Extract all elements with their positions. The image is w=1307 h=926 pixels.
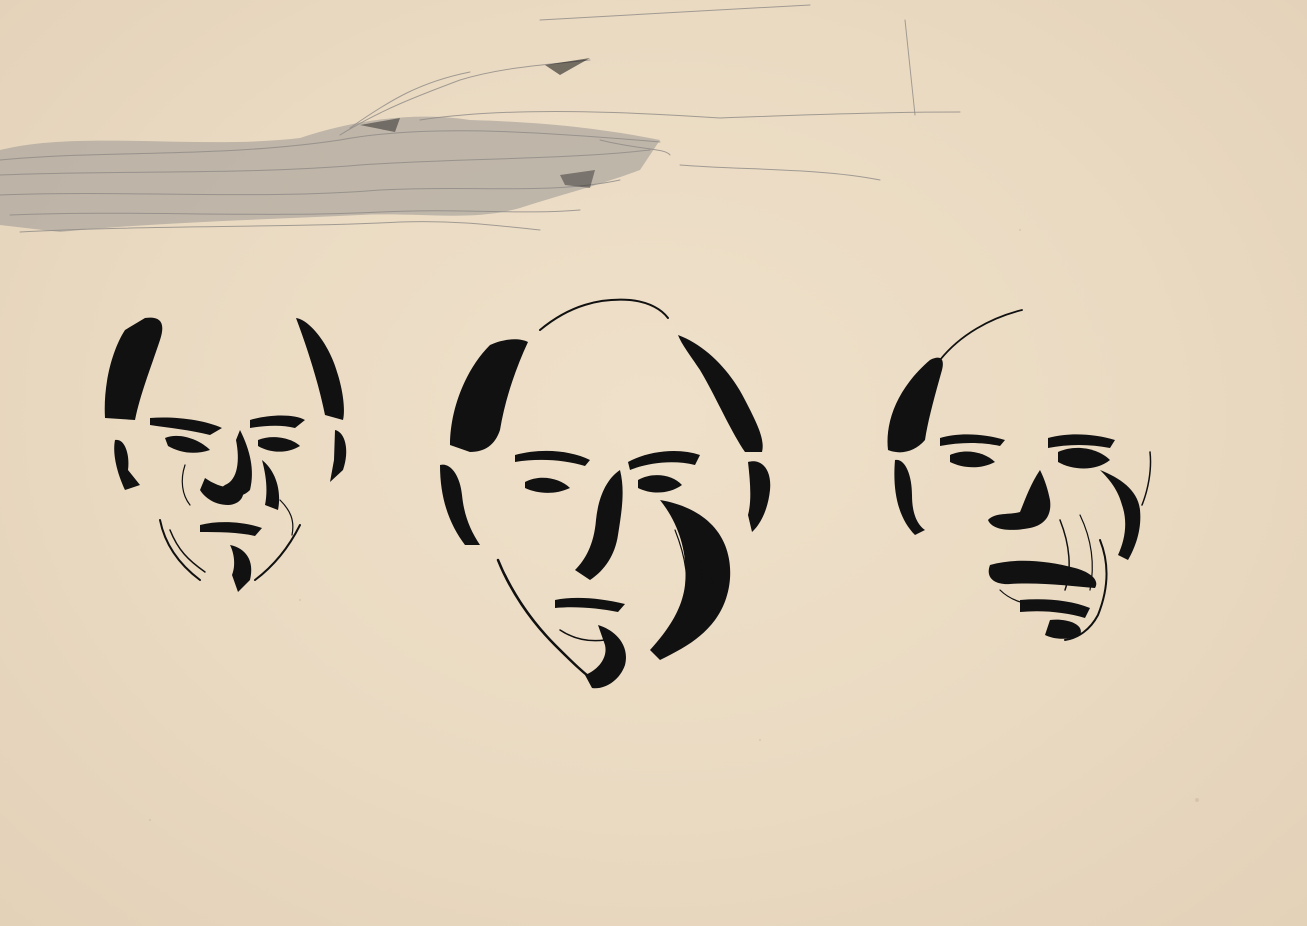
paper-grain [149, 229, 1199, 821]
head-study-right [887, 310, 1150, 640]
pencil-branch-sketch [0, 5, 960, 232]
head-study-left [105, 318, 347, 592]
head-study-center [440, 300, 770, 689]
